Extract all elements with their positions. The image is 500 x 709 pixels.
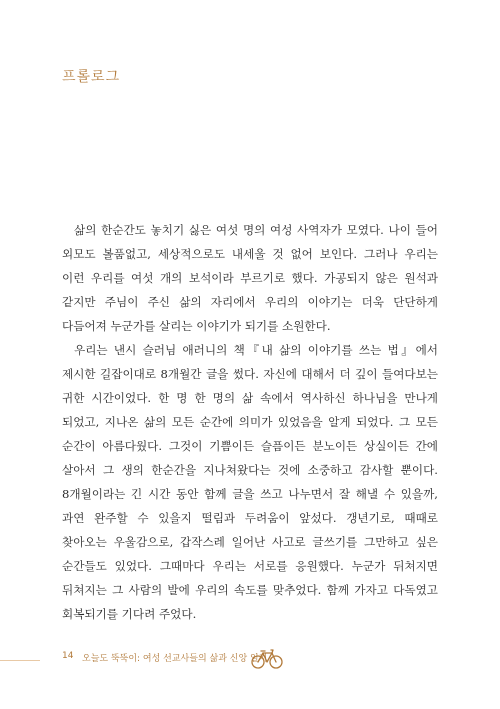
page-footer (0, 646, 500, 676)
body-text (62, 218, 438, 626)
footer-rule (0, 660, 40, 661)
paragraph-1: 삶의 한순간도 놓치기 싫은 여섯 명의 여성 사역자가 모였다. 나이 들어 외모도 볼품없고, 세상적으로도 내세울 것 없어 보인다. 그러나 우리는 이런 우리를 여섯 개의 보석이라 부르기로 했다. 가공되지 않은 원석과 같지만 주님이 주신 삶의 자리에서 우리의 이야기는 더욱 단단하게 다듬어져 누군가를 살리는 이야기가 되기를 소원한다. (62, 223, 438, 333)
bicycle-icon (250, 646, 284, 670)
chapter-title: 프롤로그 (62, 69, 121, 85)
paragraph-2: 우리는 낸시 슬러님 애러니의 책『내 삶의 이야기를 쓰는 법』에서 제시한 길잡이대로 8개월간 글을 썼다. 자신에 대해서 더 깊이 들여다보는 귀한 시간이었다. 한 명 한 명의 삶 속에서 역사하신 하나님을 만나게 되었고, 지나온 삶의 모든 순간에 의미가 있었음을 알게 되었다. 그 모든 순간이 아름다웠다. 그것이 기쁨이든 슬픔이든 분노이든 상실이든 간에 살아서 그 생의 한순간을 지나쳐왔다는 것에 소중하고 감사할 뿐이다. 8개월이라는 긴 시간 동안 함께 글을 쓰고 나누면서 잘 해낼 수 있을까, 과연 완주할 수 있을지 떨림과 두려움이 앞섰다. 갱년기로, 때때로 찾아오는 우울감으로, 갑작스레 일어난 사고로 글쓰기를 그만하고 싶은 순간들도 있었다. 그때마다 우리는 서로를 응원했다. 누군가 뒤쳐지면 뒤쳐지는 그 사람의 발에 우리의 속도를 맞추었다. 함께 가자고 다독였고 회복되기를 기다려 주었다. (62, 343, 438, 621)
running-book-title: 오늘도 뚝뚝이: 여성 선교사들의 삶과 신앙 일기 (82, 654, 268, 664)
page-number: 14 (62, 651, 74, 661)
